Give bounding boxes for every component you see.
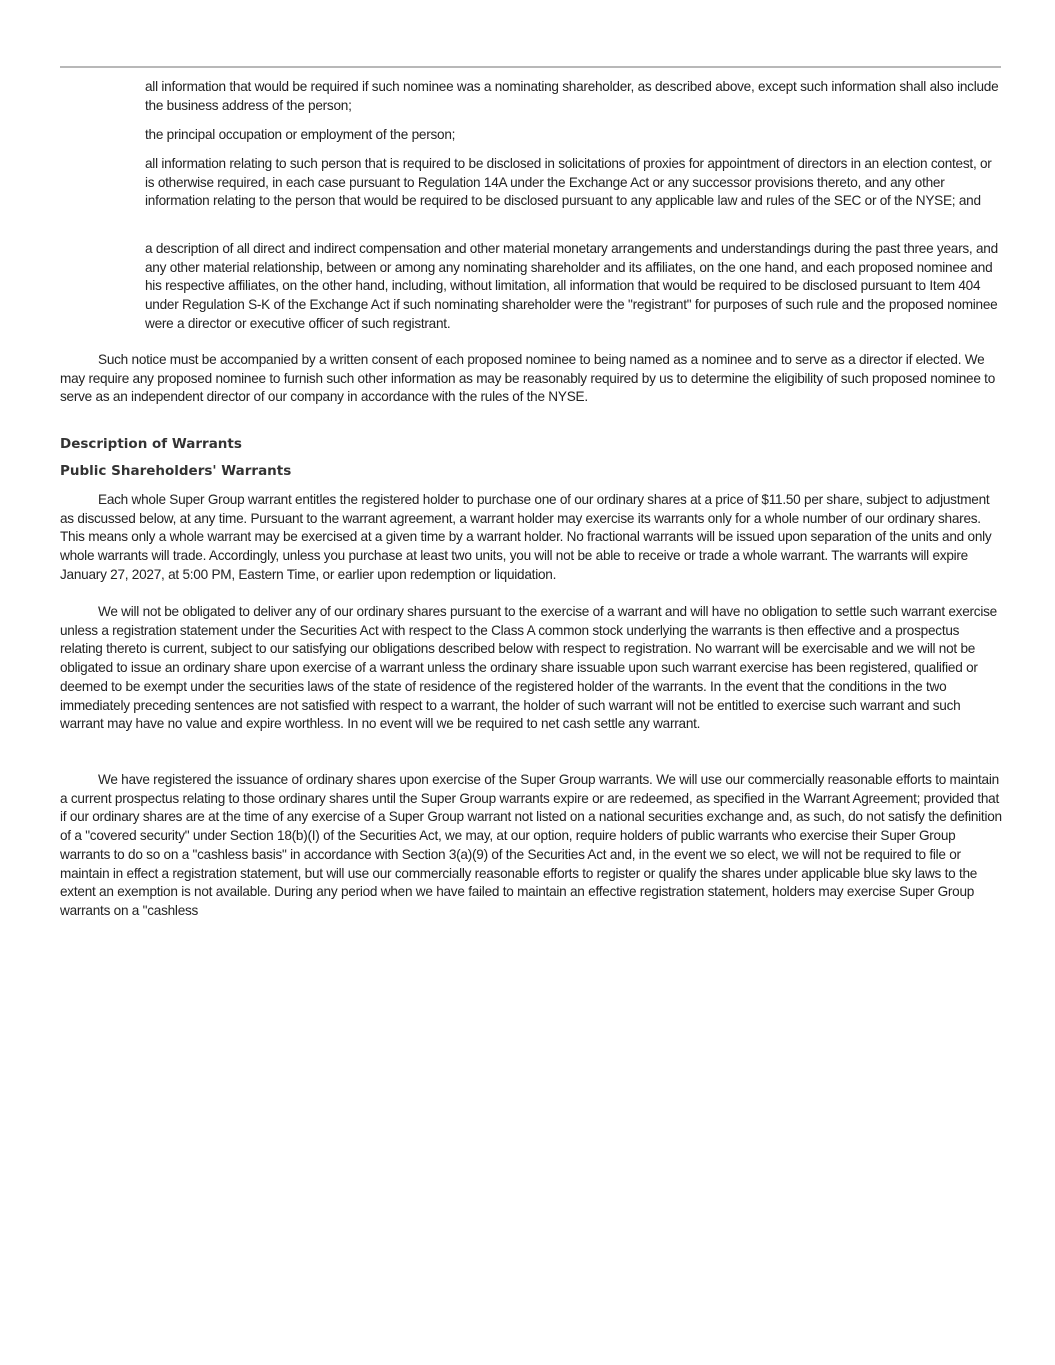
header-rule [60,66,1001,68]
list-item: all information relating to such person that is required to be disclosed in solicitations of proxies for appointment of directors in an election contest, or is otherwise required, in each case pursuant to Regulation 14A under the Exchange Act or any successor provisions thereto, and any other information relating to the person that would be required to be disclosed pursuant to any applicable law and rules of the SEC or of the NYSE; and [145,156,992,209]
subsection-heading: Public Shareholders' Warrants [60,463,292,479]
list-item: all information that would be required if such nominee was a nominating shareholder, as described above, except such information shall also include the business address of the person; [145,79,999,113]
section-heading: Description of Warrants [60,436,242,452]
body-paragraph: We will not be obligated to deliver any of our ordinary shares pursuant to the exercise of a warrant and will have no obligation to settle such warrant exercise unless a registration statement under the Securities Act with respect to the Class A common stock underlying the warrants is then effective and a prospectus relating thereto is current, subject to our satisfying our obligations described below with respect to registration. No warrant will be exercisable and we will not be obligated to issue an ordinary share upon exercise of a warrant unless the ordinary share issuable upon such warrant exercise has been registered, qualified or deemed to be exempt under the securities laws of the state of residence of the registered holder of the warrants. In the event that the conditions in the two immediately preceding sentences are not satisfied with respect to a warrant, the holder of such warrant will not be entitled to exercise such warrant and such warrant may have no value and expire worthless. In no event will we be required to net cash settle any warrant. [60,604,997,732]
notice-paragraph: Such notice must be accompanied by a written consent of each proposed nominee to being named as a nominee and to serve as a director if elected. We may require any proposed nominee to furnish such other information as may be reasonably required by us to determine the eligibility of such proposed nominee to serve as an independent director of our company in accordance with the rules of the NYSE. [60,352,996,405]
list-item: the principal occupation or employment of the person; [145,127,456,142]
body-paragraph: We have registered the issuance of ordinary shares upon exercise of the Super Group warrants. We will use our commercially reasonable efforts to maintain a current prospectus relating to those ordinary shares until the Super Group warrants expire or are redeemed, as specified in the Warrant Agreement; provided that if our ordinary shares are at the time of any exercise of a Super Group warrant not listed on a national securities exchange and, as such, do not satisfy the definition of a "covered security" under Section 18(b)(I) of the Securities Act, we may, at our option, require holders of public warrants who exercise their Super Group warrants to do so on a "cashless basis" in accordance with Section 3(a)(9) of the Securities Act and, in the event we so elect, we will not be required to file or maintain in effect a registration statement, but will use our commercially reasonable efforts to register or qualify the shares under applicable blue sky laws to the extent an exemption is not available. During any period when we have failed to maintain an effective registration statement, holders may exercise Super Group warrants on a "cashless [60,772,1002,918]
list-item: a description of all direct and indirect compensation and other material monetary arrangements and understandings during the past three years, and any other material relationship, between or among any nominating shareholder and its affiliates, on the one hand, and each proposed nominee and his respective affiliates, on the other hand, including, without limitation, all information that would be required to be disclosed pursuant to Item 404 under Regulation S-K of the Exchange Act if such nominating shareholder were the "registrant" for purposes of such rule and the proposed nominee were a director or executive officer of such registrant. [145,241,998,331]
body-paragraph: Each whole Super Group warrant entitles the registered holder to purchase one of our ordinary shares at a price of $11.50 per share, subject to adjustment as discussed below, at any time. Pursuant to the warrant agreement, a warrant holder may exercise its warrants only for a whole number of our ordinary shares. This means only a whole warrant may be exercised at a given time by a warrant holder. No fractional warrants will be issued upon separation of the units and only whole warrants will trade. Accordingly, unless you purchase at least two units, you will not be able to receive or trade a whole warrant. The warrants will expire January 27, 2027, at 5:00 PM, Eastern Time, or earlier upon redemption or liquidation. [60,492,992,582]
